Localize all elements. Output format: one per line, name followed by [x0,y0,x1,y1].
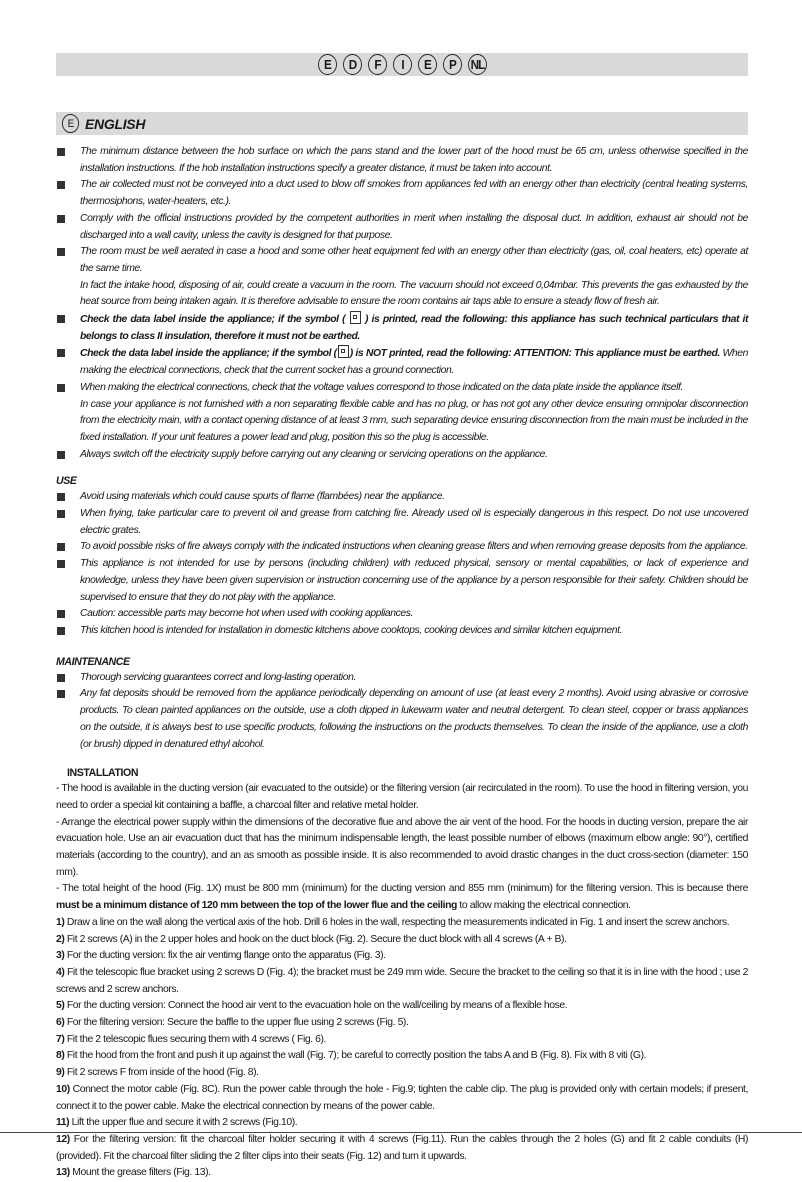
bullet-square-icon [57,181,65,189]
text-segment: to allow making the electrical connection. [456,900,631,912]
section-header-english [56,112,748,135]
section-title: ENGLISH [85,115,146,132]
use-item [56,606,748,623]
text-segment: 3) [56,950,65,962]
use-heading: USE [56,475,77,488]
language-badge: E [418,54,437,75]
bullet-square-icon [57,690,65,698]
installation-paragraph [56,998,748,1015]
installation-paragraph [56,781,748,814]
text-segment: must be a minimum distance of 120 mm between the top of the lower flue and the ceiling [56,900,457,912]
language-badge: E [318,54,337,75]
bullet-square-icon [57,543,65,551]
bullet-square-icon [57,451,65,459]
text-segment: 2) [56,933,65,945]
use-list [56,489,748,639]
safety-item [56,211,748,244]
item-text: Caution: accessible parts may become hot when used with cooking appliances. [80,608,413,620]
page-divider [0,1132,802,1133]
installation-heading: INSTALLATION [67,767,139,780]
use-item [56,506,748,539]
text-segment: 13) [56,1167,70,1179]
class-ii-symbol-icon [350,311,361,324]
text-segment: 8) [56,1050,65,1062]
bullet-square-icon [57,674,65,682]
text-segment: For the filtering version: Secure the baffle to the upper flue using 2 screws (Fig. 5). [64,1017,409,1029]
installation-steps [56,781,748,1182]
language-badge: NL [468,54,487,75]
maintenance-heading: MAINTENANCE [56,655,130,668]
installation-paragraph [56,815,748,882]
maintenance-item [56,686,748,753]
text-segment: Fit the telescopic flue bracket using 2 screws D (Fig. 4); the bracket must be 249 mm wide. Secure the bracket to the ceiling so that it is in line with the hood ; use 2 screws and 2 screw anchors. [56,966,748,995]
installation-paragraph [56,1065,748,1082]
text-segment: ) is printed, read the following: this appliance has such technical particulars that it belongs to class II insulation, therefore it must not be earthed. [80,314,748,342]
installation-paragraph [56,915,748,932]
text-segment: 11) [56,1117,70,1129]
use-item [56,556,748,606]
text-segment: - The total height of the hood (Fig. 1X) must be 800 mm (minimum) for the ducting version and 855 mm (minimum) for the filtering version. This is because there [56,883,748,895]
item-text: This kitchen hood is intended for installation in domestic kitchens above cooktops, cooking devices and similar kitchen equipment. [80,624,623,636]
item-text: This appliance is not intended for use by persons (including children) with reduced physical, sensory or mental capabilities, or lack of experience and knowledge, unless they have been given supervision or instruction concerning use of the appliance by a person responsible for their safety. Children should be supervised to ensure that they do not play with the appliance. [80,558,748,603]
bullet-square-icon [57,560,65,568]
text-segment: The room must be well aerated in case a hood and some other heat equipment fed with an energy other than electricity (gas, oil, coal heaters, etc) operate at the same time. [80,246,748,274]
text-segment: Draw a line on the wall along the vertical axis of the hob. Drill 6 holes in the wall, respecting the measurements indicated in Fig. 1 and insert the screw anchors. [64,916,730,928]
installation-paragraph [56,1165,748,1182]
bullet-square-icon [57,215,65,223]
text-segment: Fit 2 screws (A) in the 2 upper holes and hook on the duct block (Fig. 2). Secure the duct block with all 4 screws (A + B). [64,933,567,945]
text-segment: When making the electrical connections, check that the voltage values correspond to those indicated on the data plate inside the appliance itself. [80,381,683,393]
bullet-square-icon [57,510,65,518]
item-text: To avoid possible risks of fire always comply with the indicated instructions when cleaning grease filters and when removing grease deposits from the appliance. [80,541,748,553]
installation-paragraph [56,1132,748,1165]
installation-paragraph [56,948,748,965]
installation-paragraph [56,965,748,998]
safety-item [56,397,748,447]
text-segment: 1) [56,916,65,928]
text-segment: Comply with the official instructions provided by the competent authorities in merit when installing the disposal duct. In addition, exhaust air should not be discharged into a wall cavity, unless the cavity is designed for that purpose. [80,212,748,241]
text-segment: 5) [56,1000,65,1012]
installation-section [56,765,748,1182]
text-segment: The minimum distance between the hob surface on which the pans stand and the lower part of the hood must be 65 cm, unless otherwise specified in the installation instructions. If the hob installation instructions specify a greater distance, it must be taken into account. [80,146,748,174]
safety-item [56,380,748,397]
text-segment: 12) [56,1133,70,1145]
text-segment: In fact the intake hood, disposing of air, could create a vacuum in the room. The vacuum should not exceed 0,04mbar. This prevents the gas exhausted by the heat source from being intaken again. It is therefore advisable to ensure the room contains air taps able to ensure a steady flow of fresh air. [80,279,748,308]
use-item [56,489,748,506]
text-segment: ) is NOT printed, read the following: ATTENTION: This appliance must be earthed. [349,348,720,360]
installation-paragraph [56,1115,748,1132]
text-segment: Mount the grease filters (Fig. 13). [69,1167,211,1179]
maintenance-item [56,670,748,687]
text-segment: Connect the motor cable (Fig. 8C). Run the power cable through the hole - Fig.9; tighten the cable clip. The plug is provided only with certain models; if present, connect it to the power cable. Make the electrical connection by means of the power cable. [56,1083,748,1112]
text-segment: For the ducting version: Connect the hood air vent to the evacuation hole on the wall/ceiling by means of a flexible hose. [64,1000,568,1012]
bullet-square-icon [57,627,65,635]
text-segment: 6) [56,1017,65,1029]
language-badge: I [393,54,412,75]
text-segment: 10) [56,1083,70,1095]
installation-paragraph [56,881,748,914]
text-segment: For the ducting version: fix the air ventimg flange onto the apparatus (Fig. 3). [64,950,386,962]
text-segment: - Arrange the electrical power supply within the dimensions of the decorative flue and above the air vent of the hood. For the hoods in ducting version, prepare the air evacuation hole. Use an air evacuation duct that has the minimum indispensable length, the least possible number of elbows (maximum elbow angle: 90°), certified materials (according to the country), and an as smooth as possible inside. It is also recommended to avoid drastic changes in the duct cross-section (diameter: 150 mm). [56,816,748,878]
safety-item [56,278,748,311]
bullet-square-icon [57,493,65,501]
installation-paragraph [56,932,748,949]
text-segment: Fit the 2 telescopic flues securing them with 4 screws ( Fig. 6). [64,1033,327,1045]
text-segment: For the filtering version: fit the charcoal filter holder securing it with 4 screws (Fig.11). Run the cables through the 2 holes (G) and fit 2 cable conduits (H) (provided). Fit the charcoal filter sliding the 2 filter clips into their seats (Fig. 12) and turn it upwards. [56,1133,748,1162]
language-bar [56,53,748,76]
text-segment: 9) [56,1067,65,1079]
text-segment: 7) [56,1033,65,1045]
safety-item [56,345,748,379]
language-badge: F [368,54,387,75]
text-segment: Check the data label inside the appliance; if the symbol ( [80,348,337,360]
item-text: Any fat deposits should be removed from the appliance periodically depending on amount of use (at least every 2 months). Avoid using abrasive or corrosive products. To clean painted appliances on the outside, use a cloth dipped in lukewarm water and neutral detergent. To clean steel, copper or brass appliances on the outside, it is always best to use specific products, following the instructions on the products themselves. To clean the inside of the appliance, use a cloth (or brush) dipped in denatured ethyl alcohol. [80,688,748,750]
language-badge: E [62,114,79,133]
bullet-square-icon [57,610,65,618]
use-item [56,623,748,640]
text-segment: The air collected must not be conveyed into a duct used to blow off smokes from appliances fed with an energy other than electricity (central heating systems, thermosiphons, water-heaters, etc.). [80,179,748,208]
safety-item [56,144,748,177]
installation-paragraph [56,1048,748,1065]
class-ii-symbol-icon [338,345,349,358]
language-badge: P [443,54,462,75]
text-segment: Always switch off the electricity supply before carrying out any cleaning or servicing operations on the appliance. [80,448,548,460]
text-segment: Check the data label inside the appliance; if the symbol ( [80,314,349,326]
maintenance-list [56,670,748,754]
language-badge: D [343,54,362,75]
bullet-square-icon [57,384,65,392]
installation-paragraph [56,1015,748,1032]
text-segment: Fit 2 screws F from inside of the hood (Fig. 8). [64,1067,259,1079]
text-segment: Lift the upper flue and secure it with 2 screws (Fig.10). [69,1117,298,1129]
safety-item [56,311,748,345]
installation-paragraph [56,1032,748,1049]
text-segment: In case your appliance is not furnished with a non separating flexible cable and has no plug, or has not got any other device ensuring omnipolar disconnection from the electricity main, with a contact opening distance of at least 3 mm, such separating device ensuring disconnection from the main must be included in the fixed installation. If your unit features a power lead and plug, position this so the plug is accessible. [80,398,748,443]
text-segment: Fit the hood from the front and push it up against the wall (Fig. 7); be careful to correctly position the tabs A and B (Fig. 8). Fix with 8 viti (G). [64,1050,647,1062]
text-segment: 4) [56,966,65,978]
document-body [56,144,748,1182]
safety-list [56,144,748,463]
installation-paragraph [56,1082,748,1115]
text-segment: - The hood is available in the ducting version (air evacuated to the outside) or the filtering version (air recirculated in the room). To use the hood in filtering version, you need to order a special kit containing a baffle, a charcoal filter and relative metal holder. [56,783,748,811]
safety-item [56,177,748,210]
safety-item [56,244,748,277]
bullet-square-icon [57,349,65,357]
item-text: When frying, take particular care to prevent oil and grease from catching fire. Already used oil is especially dangerous in this respect. Do not use uncovered electric grates. [80,508,748,536]
bullet-square-icon [57,315,65,323]
use-item [56,539,748,556]
item-text: Thorough servicing guarantees correct and long-lasting operation. [80,671,356,683]
safety-item [56,447,748,464]
item-text: Avoid using materials which could cause spurts of flame (flambées) near the appliance. [80,491,445,503]
bullet-square-icon [57,248,65,256]
text-segment: When making the electrical connections, check that the current socket has a ground connection. [80,348,748,377]
bullet-square-icon [57,148,65,156]
